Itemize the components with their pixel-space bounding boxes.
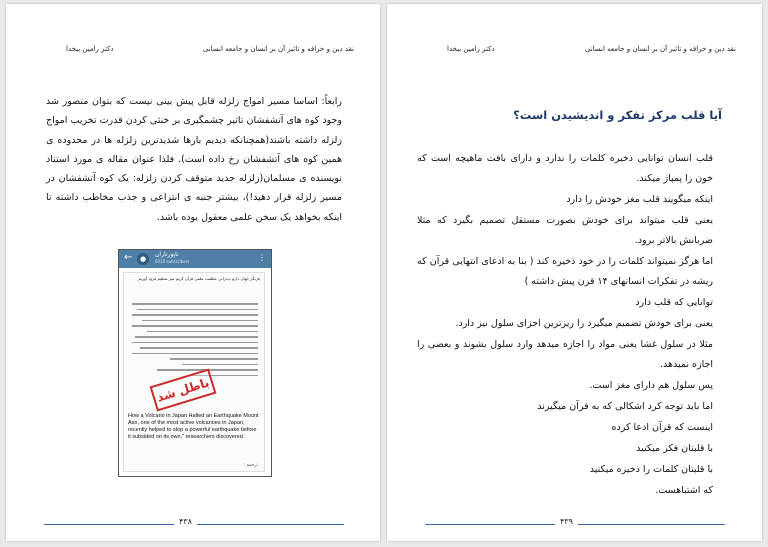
back-arrow-icon: ← (124, 252, 133, 263)
paragraph: پس سلول هم دارای مغز است. (589, 380, 713, 391)
paragraph: اما هرگز نمیتواند کلمات را در خود ذخیره کند ( بنا به ادعای انتهایی قرآن که ریشه در تفکرات انسانهای ۱۴ قرن پیش داشته ) (417, 256, 713, 287)
left-body-text (46, 92, 342, 227)
paragraph: اما باید توجه کرد اشکالی که به قرآن میگیرند (537, 401, 713, 412)
paragraph: توانایی که قلب دارد (635, 297, 713, 308)
paragraph: اینکه میگویند قلب مغز خودش را دارد (566, 194, 713, 205)
paragraph: با قلبتان فکر میکنید (636, 443, 713, 454)
phone-channel-name: ناپورتاران (155, 251, 179, 258)
page-number: ۴۳۹ (555, 517, 578, 526)
paragraph: با قلبتان کلمات را ذخیره میکنید (589, 464, 713, 475)
paragraph: یعنی برای خودش تصمیم میگیرد را ریزترین اجزای سلول نیز دارد. (455, 318, 713, 329)
header-author: دکتر رامین بیخدا (66, 45, 114, 53)
right-body-text (417, 149, 713, 502)
void-stamp: باطل شد (150, 369, 217, 412)
phone-post-headline: بازنگر جهان دارم دیدرانی عظمت علمی قرآن کریم سر تعظیم فرود آوریم (138, 276, 260, 281)
right-page (387, 4, 762, 541)
left-paragraph: رابعاً: اساسا مسیر امواج زلزله قابل پیش بینی نیست که بتوان متصور شد وجود کوه های آتشفشان تاثیر چشمگیری بر خنثی کردن قدرت تخریب امواج زلزله داشته باشند(همچنانکه دیدیم بارها شدیدترین زلزله ها در محدوده ی همین کوه های آتشفشان رخ داده است). فلذا عنوان مقاله ی مورد استناد نویسنده ی مسلمان(زلزله جدید متوقف کردن زلزله: یک کوه آتشفشان در مسیر زلزله قرار دهید!)، بیشتر جنبه ی انتزاعی و جذب مخاطب داشته تا اینکه بخواهد یک سخن علمی معقول بوده باشد. (46, 96, 342, 223)
channel-avatar: ● (137, 253, 149, 265)
phone-english-text: How a Volcano in Japan Halted an Earthquake Mount Aso, one of the most active volcanoes in Japan, recently helped to stop a powerful earthquake before it subsided on its own," researchers discovered. (128, 413, 259, 440)
paragraph: که اشتباهست. (655, 485, 713, 496)
more-vertical-icon: ⋮ (258, 253, 266, 262)
header-author: دکتر رامین بیخدا (447, 45, 495, 53)
paragraph: مثلا در سلول غشا یعنی مواد را اجازه میدهد وارد سلول بشوند و بعضی را اجازه نمیدهد. (417, 339, 713, 370)
paragraph: اینست که قرآن ادعا کرده (611, 422, 713, 433)
phone-post (123, 272, 265, 472)
phone-subscriber-count: 6010 subscribers (155, 259, 190, 264)
section-heading: آیا قلب مرکز تفکر و اندیشیدن است؟ (513, 108, 722, 122)
phone-app-bar (119, 250, 271, 268)
phone-post-footer: ترجمه : (243, 463, 258, 468)
header-book-title: نقد دین و خرافه و تاثیر آن بر انسان و جامعه انسانی (584, 45, 736, 53)
paragraph: یعنی قلب میتواند برای خودش بصورت مستقل تصمیم بگیرد که مثلا ضربانش بالاتر برود. (417, 215, 713, 246)
paragraph: قلب انسان توانایی ذخیره کلمات را ندارد و دارای بافت ماهیچه است که خون را پمپاژ میکند. (417, 153, 713, 184)
header-book-title: نقد دین و خرافه و تاثیر آن بر انسان و جامعه انسانی (202, 45, 354, 53)
page-number: ۴۳۸ (174, 517, 197, 526)
left-page (6, 4, 380, 541)
phone-screenshot-figure (118, 249, 272, 477)
